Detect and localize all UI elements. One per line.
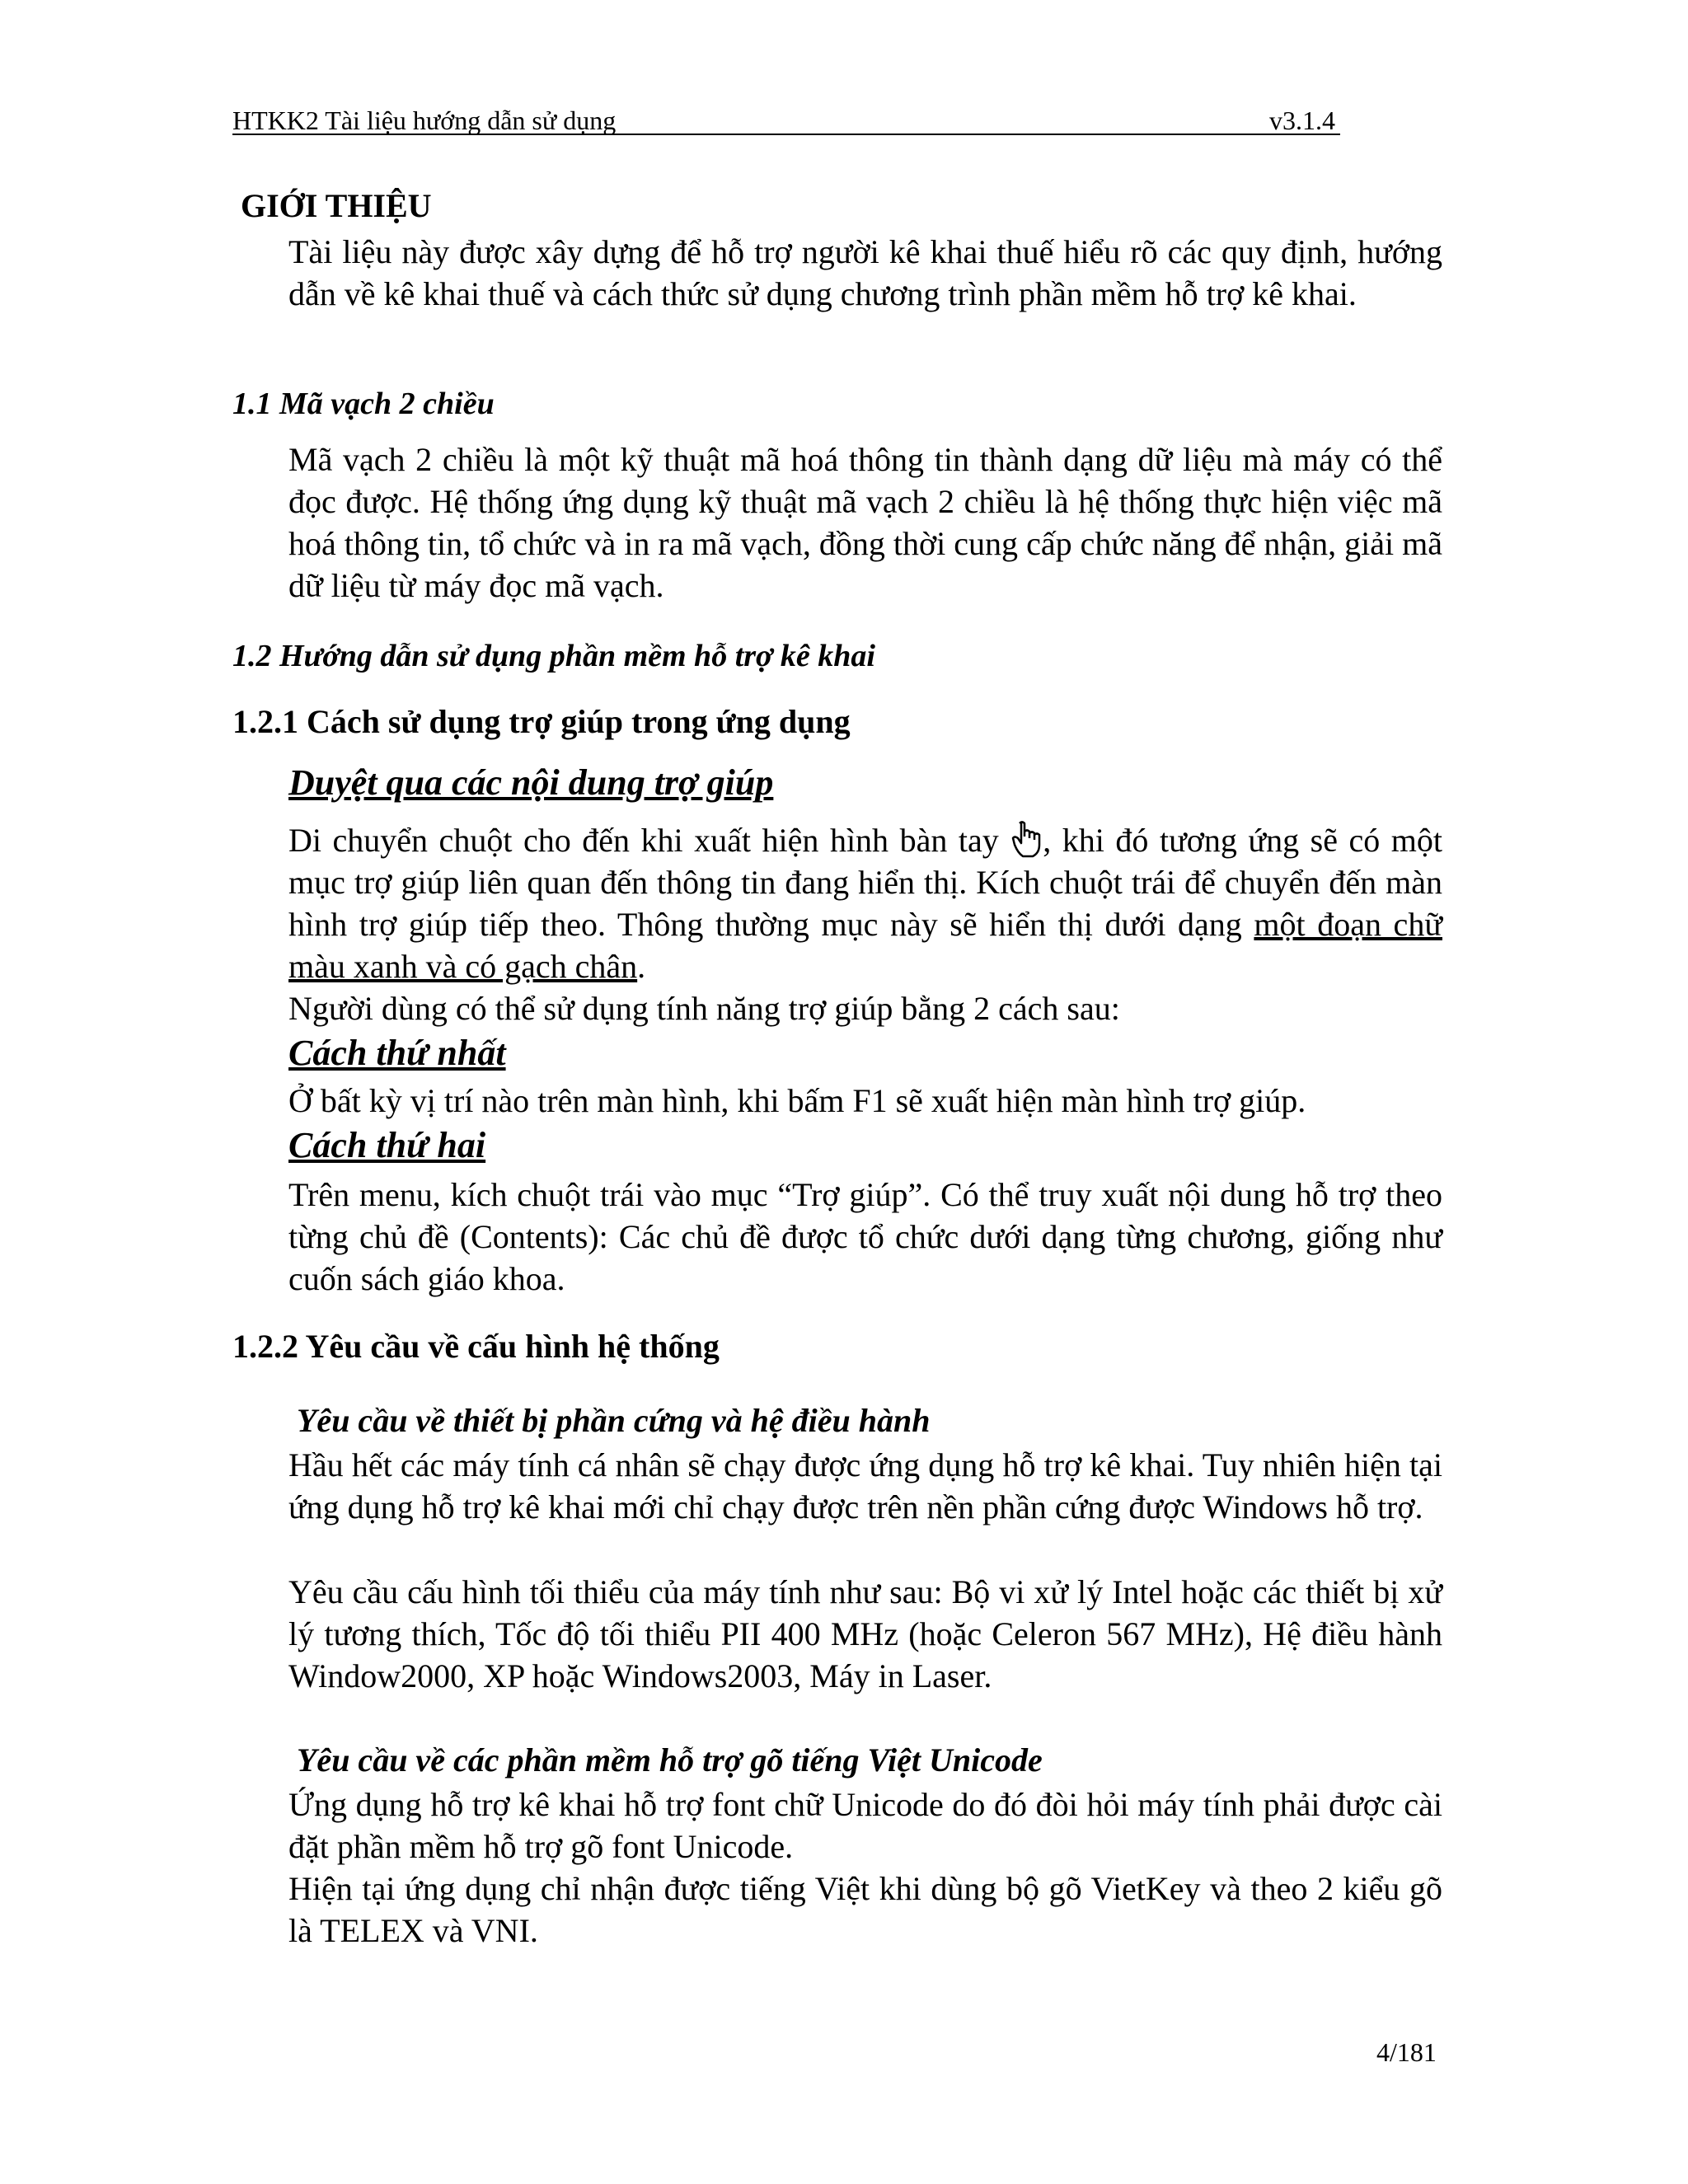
section-1-1-text: Mã vạch 2 chiều là một kỹ thuật mã hoá thông tin thành dạng dữ liệu mà máy có thể đọc được. Hệ thống ứng dụng kỹ thuật mã vạch 2 chiều là hệ thống thực hiện việc mã hoá thông tin, tổ chức và in ra mã vạch, đồng thời cung cấp chức năng để nhận, giải mã dữ liệu từ máy đọc mã vạch.	[288, 441, 1442, 604]
section-1-2-heading: 1.2 Hướng dẫn sử dụng phần mềm hỗ trợ kê khai	[232, 639, 875, 673]
software-text-2: Hiện tại ứng dụng chỉ nhận được tiếng Việt khi dùng bộ gõ VietKey và theo 2 kiểu gõ là TELEX và VNI.	[288, 1870, 1442, 1949]
header-version: v3.1.4	[1269, 105, 1335, 135]
blue-underline-link-example: một đoạn chữ màu xanh và có gạch chân	[288, 906, 1442, 985]
section-1-2-1-heading: 1.2.1 Cách sử dụng trợ giúp trong ứng dụng	[232, 703, 851, 740]
hardware-text-1: Hầu hết các máy tính cá nhân sẽ chạy được ứng dụng hỗ trợ kê khai. Tuy nhiên hiện tại ứng dụng hỗ trợ kê khai mới chỉ chạy được trên nền phần cứng được Windows hỗ trợ.	[288, 1446, 1442, 1526]
section-1-1-heading: 1.1 Mã vạch 2 chiều	[232, 387, 495, 421]
software-text-1: Ứng dụng hỗ trợ kê khai hỗ trợ font chữ Unicode do đó đòi hỏi máy tính phải được cài đặt phần mềm hỗ trợ gõ font Unicode.	[288, 1786, 1442, 1865]
software-heading: Yêu cầu về các phần mềm hỗ trợ gõ tiếng Việt Unicode	[297, 1741, 1043, 1779]
way-1-text: Ở bất kỳ vị trí nào trên màn hình, khi bấm F1 sẽ xuất hiện màn hình trợ giúp.	[288, 1082, 1306, 1119]
page-number: 4/181	[1376, 2037, 1437, 2067]
help-ways-text: Người dùng có thể sử dụng tính năng trợ giúp bằng 2 cách sau:	[288, 990, 1120, 1027]
way-1-heading: Cách thứ nhất	[288, 1033, 506, 1073]
intro-text: Tài liệu này được xây dựng để hỗ trợ người kê khai thuế hiểu rõ các quy định, hướng dẫn về kê khai thuế và cách thức sử dụng chương trình phần mềm hỗ trợ kê khai.	[288, 233, 1442, 312]
browse-help-heading: Duyệt qua các nội dung trợ giúp	[288, 762, 774, 803]
browse-help-text: Di chuyển chuột cho đến khi xuất hiện hình bàn tay , khi đó tương ứng sẽ có một mục trợ giúp liên quan đến thông tin đang hiển thị. Kích chuột trái để chuyển đến màn hình trợ giúp tiếp theo. Thông thường mục này sẽ hiển thị dưới dạng một đoạn chữ màu xanh và có gạch chân.	[288, 822, 1442, 985]
header-title: HTKK2 Tài liệu hướng dẫn sử dụng	[232, 105, 617, 135]
hardware-text-2: Yêu cầu cấu hình tối thiểu của máy tính như sau: Bộ vi xử lý Intel hoặc các thiết bị xử lý tương thích, Tốc độ tối thiểu PII 400 MHz (hoặc Celeron 567 MHz), Hệ điều hành Window2000, XP hoặc Windows2003, Máy in Laser.	[288, 1573, 1442, 1694]
intro-heading: GIỚI THIỆU	[241, 187, 432, 224]
header-rule	[232, 134, 1340, 135]
way-2-heading: Cách thứ hai	[288, 1125, 486, 1165]
hand-cursor-icon	[1010, 820, 1043, 858]
way-2-text: Trên menu, kích chuột trái vào mục “Trợ giúp”. Có thể truy xuất nội dung hỗ trợ theo từng chủ đề (Contents): Các chủ đề được tổ chức dưới dạng từng chương, giống như cuốn sách giáo khoa.	[288, 1176, 1442, 1297]
section-1-2-2-heading: 1.2.2 Yêu cầu về cấu hình hệ thống	[232, 1328, 720, 1365]
hardware-heading: Yêu cầu về thiết bị phần cứng và hệ điều hành	[297, 1402, 931, 1439]
